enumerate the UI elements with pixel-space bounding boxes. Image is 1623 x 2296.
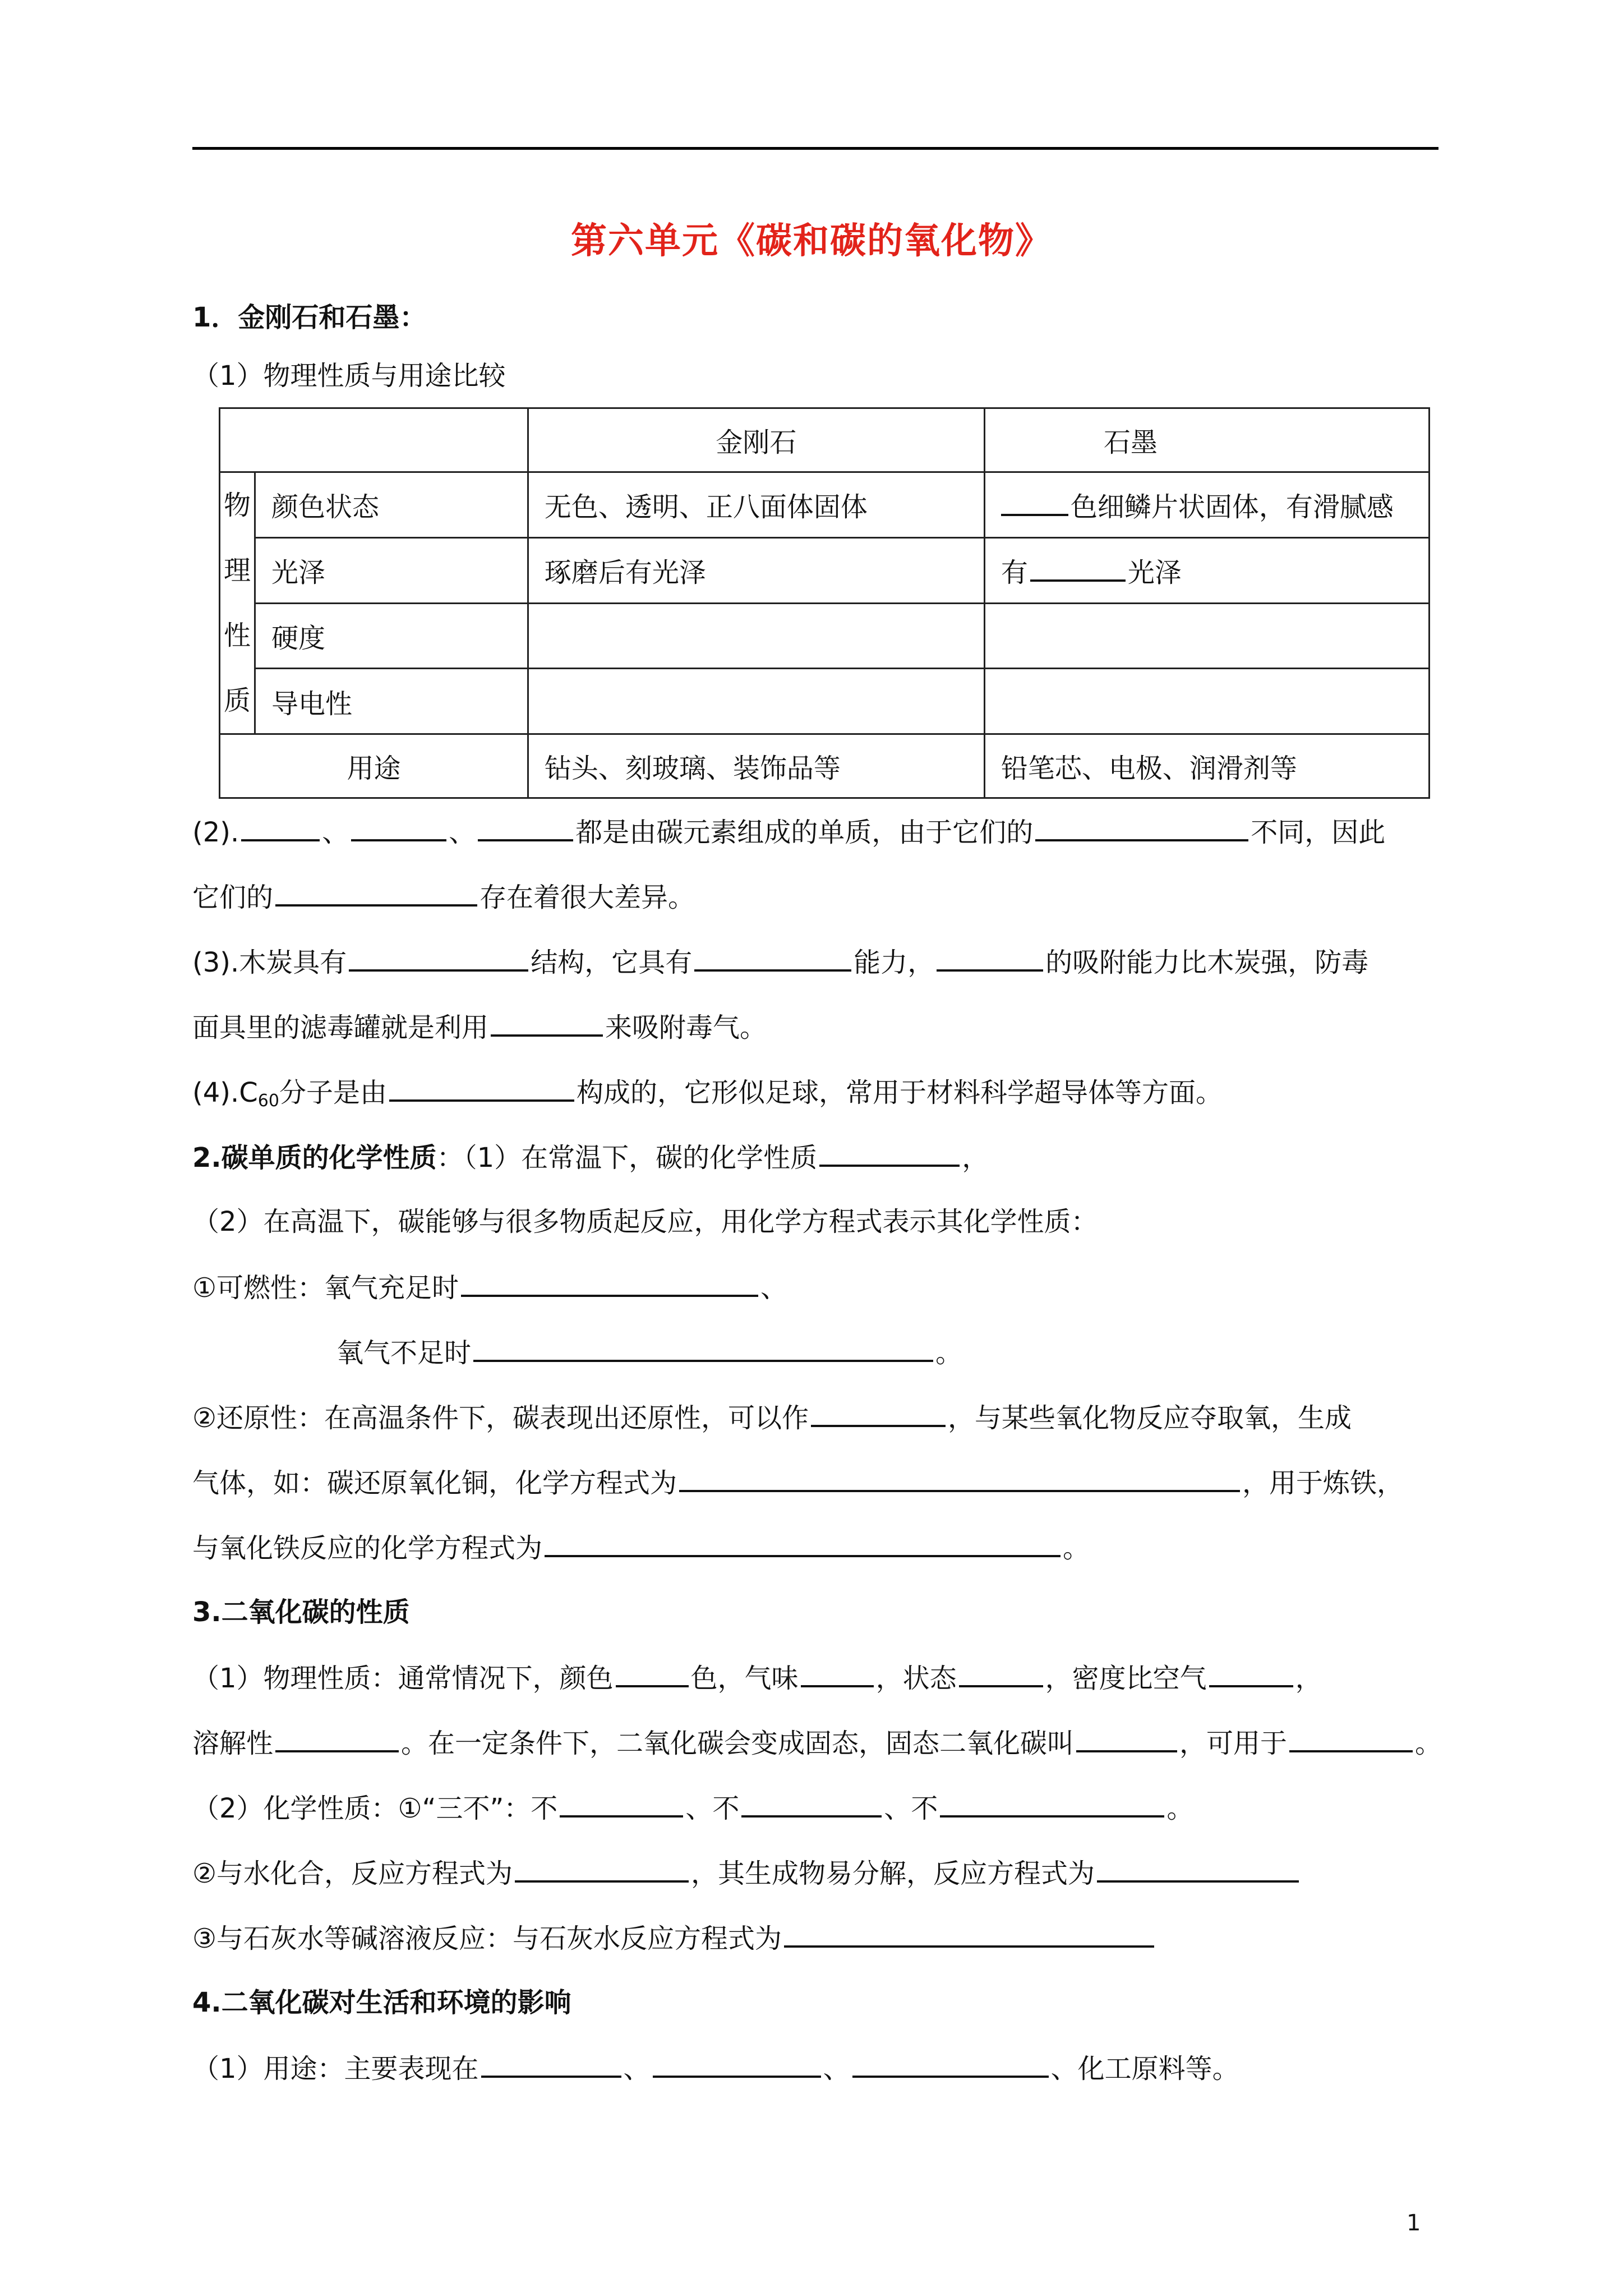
table-header-diamond: 金刚石 bbox=[528, 408, 984, 472]
subsection-1-1: （1）物理性质与用途比较 bbox=[192, 360, 506, 392]
text: ，密度比空气 bbox=[1045, 1663, 1207, 1694]
section-3-title: 3.二氧化碳的性质 bbox=[192, 1596, 410, 1628]
text: 。 bbox=[1063, 1533, 1090, 1564]
table-cell bbox=[984, 472, 1429, 538]
section-1-number: 1． bbox=[192, 302, 238, 333]
section-4-line-1 bbox=[192, 2051, 1239, 2086]
table-row bbox=[220, 472, 1430, 538]
text: ，其生成物易分解，反应方程式为 bbox=[691, 1858, 1095, 1889]
answer-blank[interactable] bbox=[653, 2051, 821, 2078]
group-char: 质 bbox=[223, 685, 251, 716]
answer-blank[interactable] bbox=[1035, 815, 1248, 841]
answer-blank[interactable] bbox=[801, 1660, 874, 1687]
table-corner-cell bbox=[220, 408, 528, 472]
text: 、 bbox=[449, 817, 476, 848]
table-cell: 铅笔芯、电极、润滑剂等 bbox=[984, 734, 1429, 798]
cell-text: 光泽 bbox=[1127, 557, 1182, 589]
page-title: 第六单元《碳和碳的氧化物》 bbox=[571, 220, 1052, 262]
section-3-line-5 bbox=[192, 1921, 1156, 1955]
answer-blank[interactable] bbox=[351, 815, 446, 841]
answer-blank[interactable] bbox=[349, 945, 528, 972]
table-cell[interactable] bbox=[528, 603, 984, 669]
text: ， bbox=[962, 1142, 989, 1174]
table-cell bbox=[984, 537, 1429, 603]
text: 、 bbox=[322, 817, 349, 848]
section-2-line-4 bbox=[336, 1335, 962, 1370]
section-3-line-1 bbox=[192, 1660, 1322, 1695]
table-prop: 颜色状态 bbox=[255, 472, 528, 538]
text: ，用于炼铁， bbox=[1242, 1467, 1404, 1499]
text: (3).木炭具有 bbox=[192, 947, 347, 978]
table-cell: 钻头、刻玻璃、装饰品等 bbox=[528, 734, 984, 798]
answer-blank[interactable] bbox=[940, 1791, 1164, 1818]
section-2-line-3 bbox=[192, 1270, 787, 1305]
answer-blank[interactable] bbox=[959, 1660, 1043, 1687]
text: 结构，它具有 bbox=[531, 947, 693, 978]
cell-text: 色细鳞片状固体，有滑腻感 bbox=[1070, 491, 1394, 523]
table-cell[interactable] bbox=[984, 669, 1429, 734]
section-3-line-3 bbox=[192, 1791, 1193, 1825]
text: （1）用途：主要表现在 bbox=[192, 2053, 479, 2085]
table-prop: 硬度 bbox=[255, 603, 528, 669]
answer-blank[interactable] bbox=[473, 1335, 933, 1362]
section-4-title: 4.二氧化碳对生活和环境的影响 bbox=[192, 1987, 571, 2018]
answer-blank[interactable] bbox=[1030, 555, 1126, 582]
text: 、不 bbox=[884, 1793, 938, 1824]
table-cell[interactable] bbox=[984, 603, 1429, 669]
answer-blank[interactable] bbox=[478, 815, 573, 841]
text: 、 bbox=[623, 2053, 651, 2085]
text: 色，气味 bbox=[690, 1663, 799, 1694]
table-cell[interactable] bbox=[528, 669, 984, 734]
answer-blank[interactable] bbox=[784, 1921, 1154, 1948]
table-group-label bbox=[220, 472, 255, 734]
text: ②还原性：在高温条件下，碳表现出还原性，可以作 bbox=[192, 1402, 809, 1434]
table-use-label: 用途 bbox=[220, 734, 528, 798]
text: (2). bbox=[192, 817, 239, 848]
answer-blank[interactable] bbox=[616, 1660, 689, 1687]
answer-blank[interactable] bbox=[679, 1465, 1240, 1492]
table-prop: 导电性 bbox=[255, 669, 528, 734]
question-1-2-line-2 bbox=[192, 880, 695, 914]
question-1-3-line-2 bbox=[192, 1010, 767, 1045]
text: 、 bbox=[760, 1272, 788, 1304]
group-char: 物 bbox=[223, 490, 251, 521]
table-row bbox=[220, 669, 1430, 734]
answer-blank[interactable] bbox=[275, 880, 477, 907]
section-3-line-2 bbox=[192, 1726, 1442, 1760]
answer-blank[interactable] bbox=[481, 2051, 621, 2078]
text: （1）物理性质：通常情况下，颜色 bbox=[192, 1663, 614, 1694]
text: ，状态 bbox=[875, 1663, 957, 1694]
answer-blank[interactable] bbox=[694, 945, 851, 972]
table-cell: 无色、透明、正八面体固体 bbox=[528, 472, 984, 538]
section-2-line-7 bbox=[192, 1530, 1090, 1565]
cell-text: 有 bbox=[1000, 557, 1028, 589]
text: （2）化学性质：①“三不”：不 bbox=[192, 1793, 558, 1824]
answer-blank[interactable] bbox=[275, 1726, 399, 1752]
text: 构成的，它形似足球，常用于材料科学超导体等方面。 bbox=[576, 1077, 1223, 1108]
text: ，可用于 bbox=[1179, 1728, 1288, 1759]
text: 与氧化铁反应的化学方程式为 bbox=[192, 1533, 543, 1564]
text: 面具里的滤毒罐就是利用 bbox=[192, 1012, 489, 1043]
text: 的吸附能力比木炭强，防毒 bbox=[1045, 947, 1369, 978]
text: 来吸附毒气。 bbox=[605, 1012, 767, 1043]
text: 。在一定条件下，二氧化碳会变成固态，固态二氧化碳叫 bbox=[401, 1728, 1075, 1759]
answer-blank[interactable] bbox=[389, 1075, 574, 1102]
text: ③与石灰水等碱溶液反应：与石灰水反应方程式为 bbox=[192, 1923, 782, 1954]
header-rule bbox=[192, 147, 1438, 150]
section-1-title: 金刚石和石墨： bbox=[238, 302, 427, 333]
answer-blank[interactable] bbox=[491, 1010, 603, 1037]
text: ：（1）在常温下，碳的化学性质 bbox=[436, 1142, 818, 1174]
text: ， bbox=[1295, 1663, 1322, 1694]
text: 不同，因此 bbox=[1251, 817, 1386, 848]
answer-blank[interactable] bbox=[811, 1400, 946, 1427]
table-header-graphite: 石墨 bbox=[984, 408, 1429, 472]
text: 都是由碳元素组成的单质，由于它们的 bbox=[575, 817, 1034, 848]
section-2-line-5 bbox=[192, 1400, 1352, 1435]
question-1-4 bbox=[192, 1075, 1223, 1118]
text: 气体，如：碳还原氧化铜，化学方程式为 bbox=[192, 1467, 677, 1499]
section-3-line-4 bbox=[192, 1856, 1301, 1890]
text: 、 bbox=[823, 2053, 850, 2085]
question-1-3-line-1 bbox=[192, 945, 1368, 979]
comparison-table bbox=[219, 407, 1430, 799]
answer-blank[interactable] bbox=[515, 1856, 689, 1883]
answer-blank[interactable] bbox=[1209, 1660, 1293, 1687]
question-1-2-line-1 bbox=[192, 815, 1385, 849]
answer-blank[interactable] bbox=[1076, 1726, 1177, 1752]
answer-blank[interactable] bbox=[852, 2051, 1049, 2078]
answer-blank[interactable] bbox=[819, 1140, 960, 1167]
answer-blank[interactable] bbox=[741, 1791, 882, 1818]
table-prop: 光泽 bbox=[255, 537, 528, 603]
text: 分子是由 bbox=[279, 1077, 387, 1108]
text: 溶解性 bbox=[192, 1728, 274, 1759]
table-row bbox=[220, 537, 1430, 603]
text: ②与水化合，反应方程式为 bbox=[192, 1858, 513, 1889]
section-2-line-2: （2）在高温下，碳能够与很多物质起反应，用化学方程式表示其化学性质： bbox=[192, 1206, 1098, 1237]
text: 存在着很大差异。 bbox=[479, 882, 695, 913]
section-2-line-6 bbox=[192, 1465, 1404, 1500]
answer-blank[interactable] bbox=[1001, 489, 1068, 516]
page-number: 1 bbox=[1407, 2210, 1421, 2236]
answer-blank[interactable] bbox=[461, 1270, 758, 1297]
text: 。 bbox=[1415, 1728, 1442, 1759]
answer-blank[interactable] bbox=[560, 1791, 683, 1818]
text: ，与某些氧化物反应夺取氧，生成 bbox=[948, 1402, 1352, 1434]
section-1-heading bbox=[192, 301, 426, 334]
text: 氧气不足时 bbox=[336, 1337, 472, 1369]
text: ①可燃性：氧气充足时 bbox=[192, 1272, 459, 1304]
group-char: 理 bbox=[223, 555, 251, 586]
text: (4).C bbox=[192, 1077, 258, 1108]
text: 能力， bbox=[854, 947, 935, 978]
answer-blank[interactable] bbox=[1289, 1726, 1413, 1752]
table-cell: 琢磨后有光泽 bbox=[528, 537, 984, 603]
answer-blank[interactable] bbox=[545, 1530, 1061, 1557]
table-header-row bbox=[220, 408, 1430, 472]
table-row bbox=[220, 603, 1430, 669]
answer-blank[interactable] bbox=[241, 815, 320, 841]
answer-blank[interactable] bbox=[1097, 1856, 1299, 1883]
text: 。 bbox=[1166, 1793, 1194, 1824]
text: 、化工原料等。 bbox=[1050, 2053, 1239, 2085]
text: 。 bbox=[935, 1337, 963, 1369]
answer-blank[interactable] bbox=[937, 945, 1043, 972]
subscript: 60 bbox=[257, 1091, 279, 1111]
group-char: 性 bbox=[223, 620, 251, 651]
section-2-title: 2.碳单质的化学性质 bbox=[192, 1142, 437, 1174]
text: 、不 bbox=[685, 1793, 740, 1824]
section-2-line-1 bbox=[192, 1140, 989, 1175]
text: 它们的 bbox=[192, 882, 274, 913]
table-row bbox=[220, 734, 1430, 798]
